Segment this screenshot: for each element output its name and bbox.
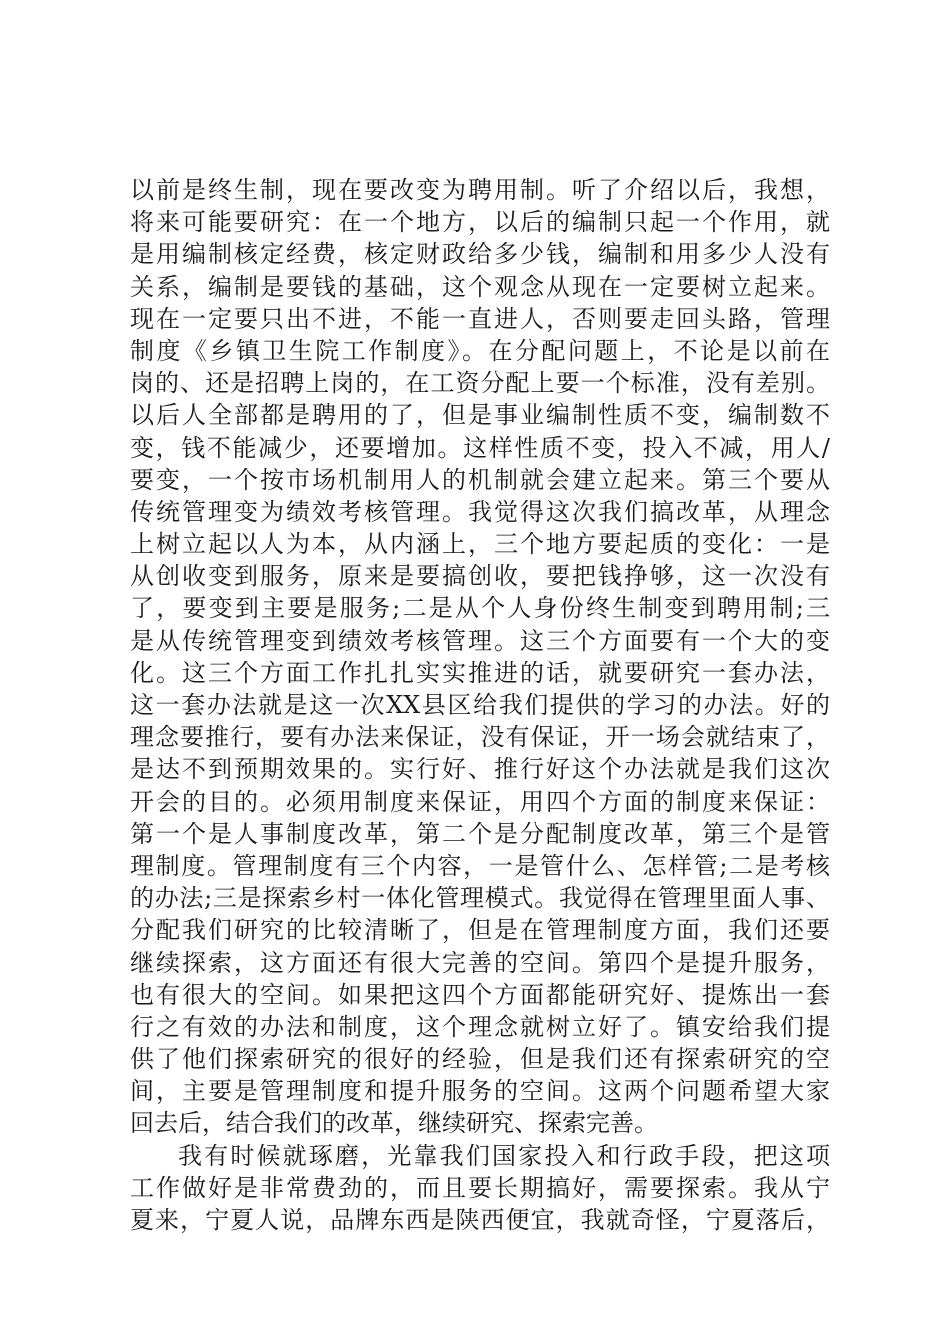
text-line: 化。这三个方面工作扎扎实实推进的话，就要研究一套办法，: [130, 658, 830, 687]
text-line: 的办法;三是探索乡村一体化管理模式。我觉得在管理里面人事、: [130, 884, 830, 913]
text-line: 以前是终生制，现在要改变为聘用制。听了介绍以后，我想，: [130, 176, 830, 204]
text-line: 继续探索，这方面还有很大完善的空间。第四个是提升服务，: [130, 948, 830, 977]
text-line: 间，主要是管理制度和提升服务的空间。这两个问题希望大家: [130, 1077, 830, 1106]
text-line: 变，钱不能减少，还要增加。这样性质不变，投入不减，用人/: [130, 433, 830, 462]
text-line: 是达不到预期效果的。实行好、推行好这个办法就是我们这次: [130, 755, 830, 784]
text-line: 理念要推行，要有办法来保证，没有保证，开一场会就结束了，: [130, 723, 830, 752]
text-line: 供了他们探索研究的很好的经验，但是我们还有探索研究的空: [130, 1045, 830, 1074]
text-line: 制度《乡镇卫生院工作制度》。在分配问题上，不论是以前在: [130, 336, 830, 365]
text-line: 第一个是人事制度改革，第二个是分配制度改革，第三个是管: [130, 819, 830, 848]
text-line: 传统管理变为绩效考核管理。我觉得这次我们搞改革，从理念: [130, 497, 830, 526]
text-line: 开会的目的。必须用制度来保证，用四个方面的制度来保证：: [130, 787, 830, 816]
text-line: 要变，一个按市场机制用人的机制就会建立起来。第三个要从: [130, 465, 830, 494]
text-line: 回去后，结合我们的改革，继续研究、探索完善。: [130, 1109, 658, 1138]
text-line: 是用编制核定经费，核定财政给多少钱，编制和用多少人没有: [130, 240, 830, 269]
body-text: [130, 174, 830, 1236]
text-line: 了，要变到主要是服务;二是从个人身份终生制变到聘用制;三: [130, 594, 830, 623]
text-line: 关系，编制是要钱的基础，这个观念从现在一定要树立起来。: [130, 272, 830, 301]
text-line: 行之有效的办法和制度，这个理念就树立好了。镇安给我们提: [130, 1012, 830, 1041]
text-line: 分配我们研究的比较清晰了，但是在管理制度方面，我们还要: [130, 916, 830, 945]
text-line: 岗的、还是招聘上岗的，在工资分配上要一个标准，没有差别。: [130, 369, 830, 398]
text-line: 夏来，宁夏人说，品牌东西是陕西便宜，我就奇怪，宁夏落后，: [130, 1206, 830, 1234]
text-line: 上树立起以人为本，从内涵上，三个地方要起质的变化：一是: [130, 530, 830, 559]
text-line: 以后人全部都是聘用的了，但是事业编制性质不变，编制数不: [130, 401, 830, 430]
text-line: 这一套办法就是这一次XX县区给我们提供的学习的办法。好的: [130, 691, 830, 719]
text-line: 是从传统管理变到绩效考核管理。这三个方面要有一个大的变: [130, 626, 830, 655]
text-line: 工作做好是非常费劲的，而且要长期搞好，需要探索。我从宁: [130, 1173, 830, 1202]
text-line: 将来可能要研究：在一个地方，以后的编制只起一个作用，就: [130, 208, 830, 237]
text-line: 也有很大的空间。如果把这四个方面都能研究好、提炼出一套: [130, 980, 830, 1009]
text-line: 现在一定要只出不进，不能一直进人，否则要走回头路，管理: [130, 304, 830, 333]
text-line: 从创收变到服务，原来是要搞创收，要把钱挣够，这一次没有: [130, 562, 830, 591]
paragraph-first-line: 我有时候就琢磨，光靠我们国家投入和行政手段，把这项: [178, 1141, 830, 1170]
text-line: 理制度。管理制度有三个内容，一是管什么、怎样管;二是考核: [130, 851, 830, 880]
